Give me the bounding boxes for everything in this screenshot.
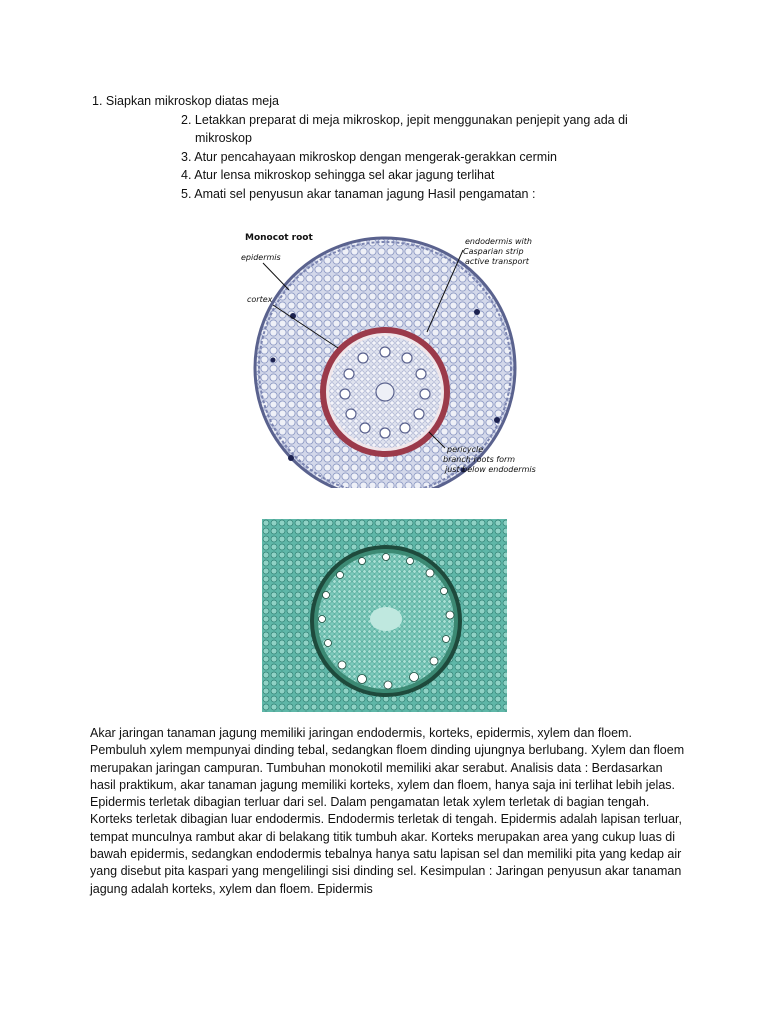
root-micrograph bbox=[262, 519, 507, 712]
step-number: 2. bbox=[181, 112, 192, 127]
step-text: Siapkan mikroskop diatas meja bbox=[105, 94, 279, 108]
label-epidermis: epidermis bbox=[241, 253, 281, 262]
step-2 bbox=[181, 111, 628, 130]
step-text: mikroskop bbox=[195, 131, 252, 145]
step-1 bbox=[92, 92, 279, 111]
step-2-continuation bbox=[195, 129, 252, 148]
label-pericycle-3: just below endodermis bbox=[445, 465, 536, 474]
label-endodermis-2: Casparian strip bbox=[463, 247, 524, 256]
label-pericycle-1: pericycle bbox=[447, 445, 484, 454]
step-number: 3. bbox=[181, 149, 192, 164]
diagram-title: Monocot root bbox=[245, 233, 313, 243]
step-text: Atur lensa mikroskop sehingga sel akar jagung terlihat bbox=[194, 168, 495, 182]
step-4 bbox=[181, 166, 494, 185]
step-text: Amati sel penyusun akar tanaman jagung Hasil pengamatan : bbox=[194, 186, 536, 201]
label-cortex: cortex bbox=[247, 295, 273, 304]
step-5 bbox=[181, 185, 535, 204]
step-text: Letakkan preparat di meja mikroskop, jepit menggunakan penjepit yang ada di bbox=[194, 112, 628, 127]
step-number: 4. bbox=[181, 168, 192, 182]
label-endodermis-1: endodermis with bbox=[465, 237, 532, 246]
step-text: Atur pencahayaan mikroskop dengan mengerak-gerakkan cermin bbox=[194, 149, 557, 164]
label-endodermis-3: active transport bbox=[465, 257, 529, 266]
results-paragraph: Akar jaringan tanaman jagung memiliki jaringan endodermis, korteks, epidermis, xylem dan floem. Pembuluh xylem mempunyai dinding tebal, sedangkan floem dinding ujungnya berlubang. Xylem dan floem merupakan jaringan campuran. Tumbuhan monokotil memiliki akar serabut. Analisis data : Berdasarkan hasil praktikum, akar tanaman jagung memiliki korteks, xylem dan floem, hanya saja ini terlihat lebih jelas. Epidermis terletak dibagian terluar dari sel. Dalam pengamatan letak xylem terletak di bagian tengah. Korteks terletak dibagian luar endodermis. Endodermis terletak di tengah. Epidermis adalah lapisan terluar, tempat munculnya rambut akar di belakang titik tumbuh akar. Korteks merupakan area yang cukup luas di bawah epidermis, sedangkan endodermis tebalnya hanya satu lapisan sel dan memiliki pita yang kedap air yang disebut pita kaspari yang mengelilingi sisi dinding sel. Kesimpulan : Jaringan penyusun akar tanaman jagung adalah korteks, xylem dan floem. Epidermis bbox=[90, 726, 685, 896]
label-pericycle-2: branch roots form bbox=[443, 455, 516, 464]
monocot-root-diagram bbox=[233, 220, 538, 488]
step-3 bbox=[181, 148, 557, 167]
step-number: 5. bbox=[181, 186, 192, 201]
step-number: 1. bbox=[92, 94, 103, 108]
pith bbox=[370, 607, 402, 631]
